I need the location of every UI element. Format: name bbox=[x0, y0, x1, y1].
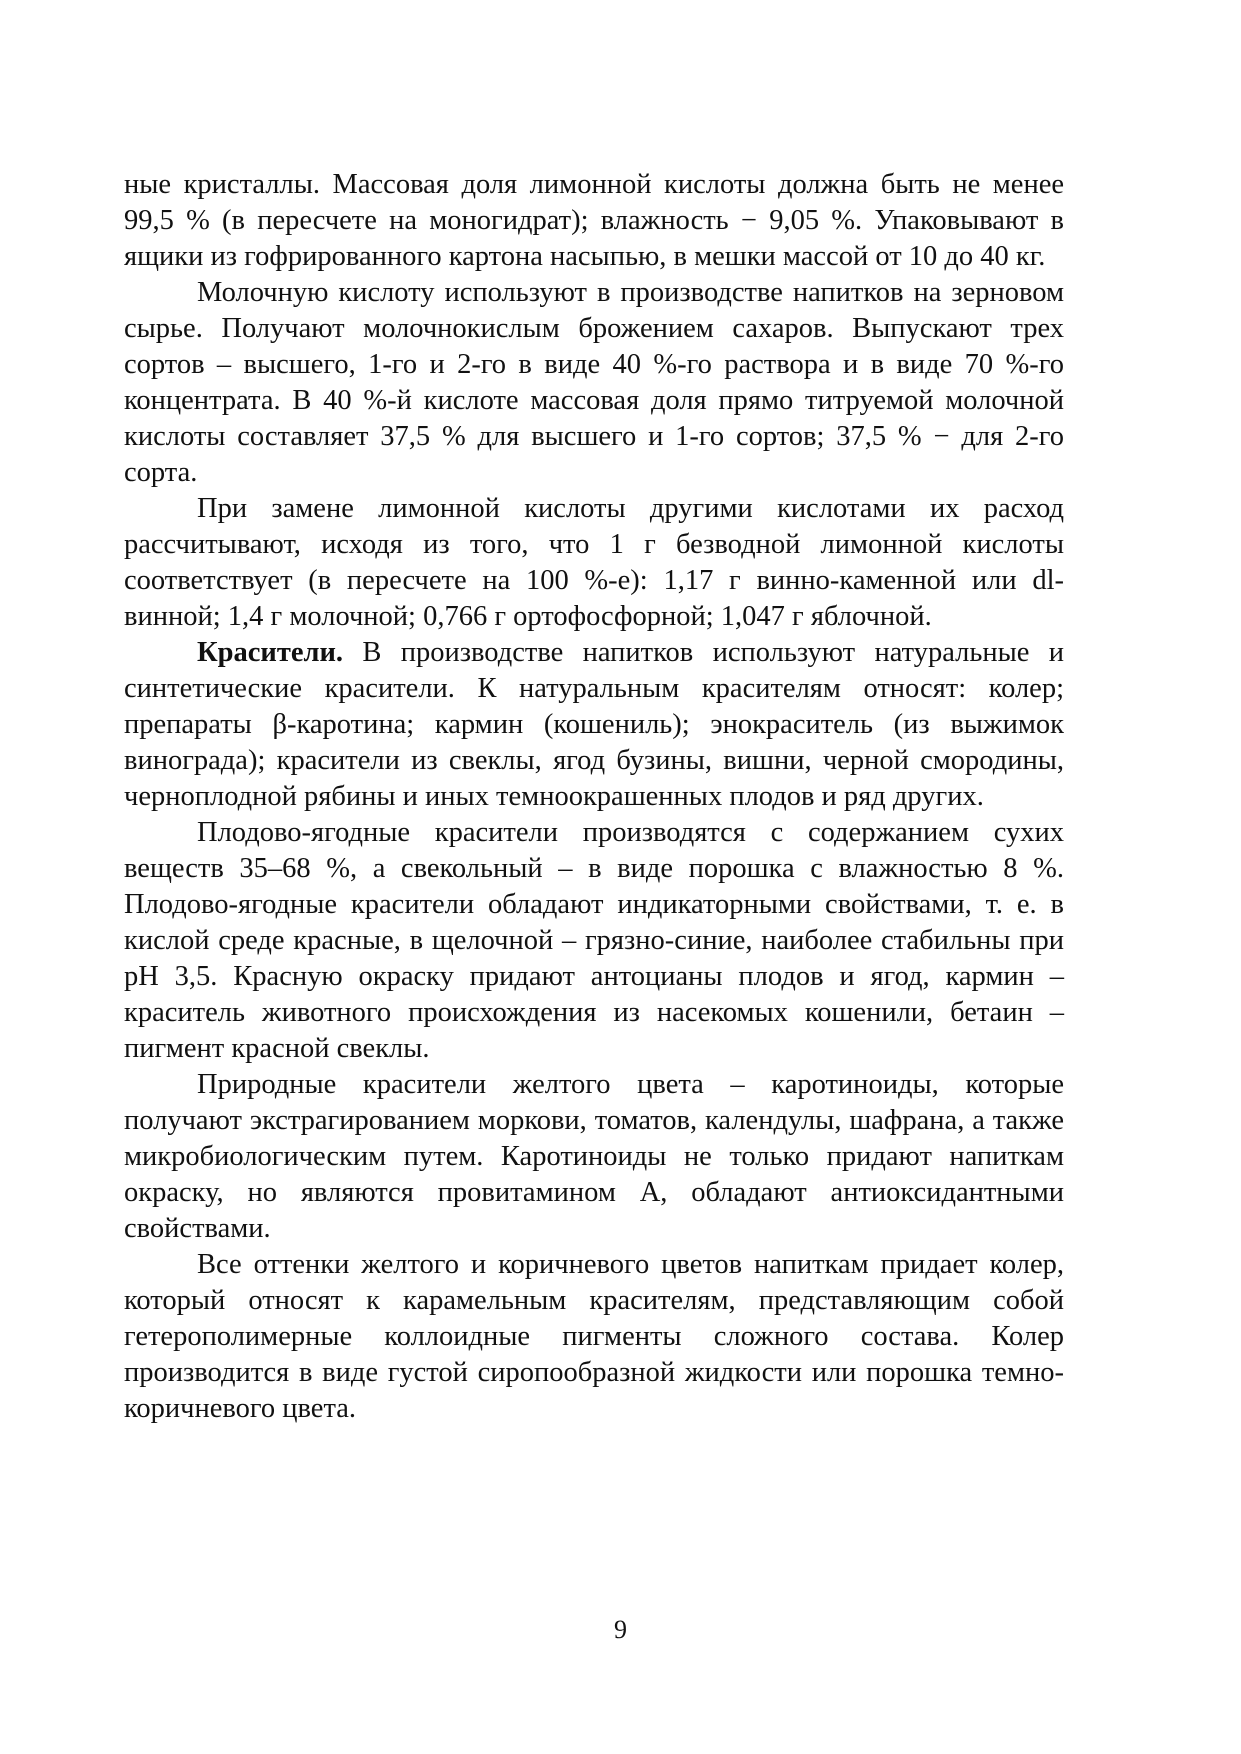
section-heading-colorants: Красители. bbox=[197, 637, 344, 668]
paragraph-citric-acid-continuation: ные кристаллы. Массовая доля лимонной кислоты должна быть не менее 99,5 % (в пересчете на моногидрат); влажность − 9,05 %. Упаковывают в ящики из гофрированного картона насыпью, в мешки массой от 10 до 40 кг. bbox=[124, 169, 1064, 272]
paragraph-lactic-acid: Молочную кислоту используют в производстве напитков на зерновом сырье. Получают молочнокислым брожением сахаров. Выпускают трех сортов – высшего, 1-го и 2-го в виде 40 %-го раствора и в виде 70 %-го концентрата. В 40 %-й кислоте массовая доля прямо титруемой молочной кислоты составляет 37,5 % для высшего и 1-го сортов; 37,5 % − для 2-го сорта. bbox=[124, 277, 1064, 488]
paragraph-colorants bbox=[124, 635, 1064, 815]
paragraph-colorants-text: В производстве напитков используют натуральные и синтетические красители. К натуральным красителям относят: колер; препараты β-каротина; кармин (кошениль); энокраситель (из выжимок винограда); красители из свеклы, ягод бузины, вишни, черной смородины, черноплодной рябины и иных темноокрашенных плодов и ряд других. bbox=[124, 637, 1064, 812]
page-number: 9 bbox=[614, 1615, 627, 1644]
paragraph-acid-replacement: При замене лимонной кислоты другими кислотами их расход рассчитывают, исходя из того, что 1 г безводной лимонной кислоты соответствует (в пересчете на 100 %-е): 1,17 г винно-каменной или dl-винной; 1,4 г молочной; 0,766 г ортофосфорной; 1,047 г яблочной. bbox=[124, 493, 1064, 632]
paragraph-yellow-colorants: Природные красители желтого цвета – каротиноиды, которые получают экстрагированием моркови, томатов, календулы, шафрана, а также микробиологическим путем. Каротиноиды не только придают напиткам окраску, но являются провитамином А, обладают антиоксидантными свойствами. bbox=[124, 1069, 1064, 1244]
paragraph-fruit-colorants: Плодово-ягодные красители производятся с содержанием сухих веществ 35–68 %, а свекольный – в виде порошка с влажностью 8 %. Плодово-ягодные красители обладают индикаторными свойствами, т. е. в кислой среде красные, в щелочной – грязно-синие, наиболее стабильны при рН 3,5. Красную окраску придают антоцианы плодов и ягод, кармин – краситель животного происхождения из насекомых кошенили, бетаин – пигмент красной свеклы. bbox=[124, 817, 1064, 1064]
paragraph-caramel-color: Все оттенки желтого и коричневого цветов напиткам придает колер, который относят к карамельным красителям, представляющим собой гетерополимерные коллоидные пигменты сложного состава. Колер производится в виде густой сиропообразной жидкости или порошка темно-коричневого цвета. bbox=[124, 1249, 1064, 1424]
body-text bbox=[124, 167, 1064, 1427]
